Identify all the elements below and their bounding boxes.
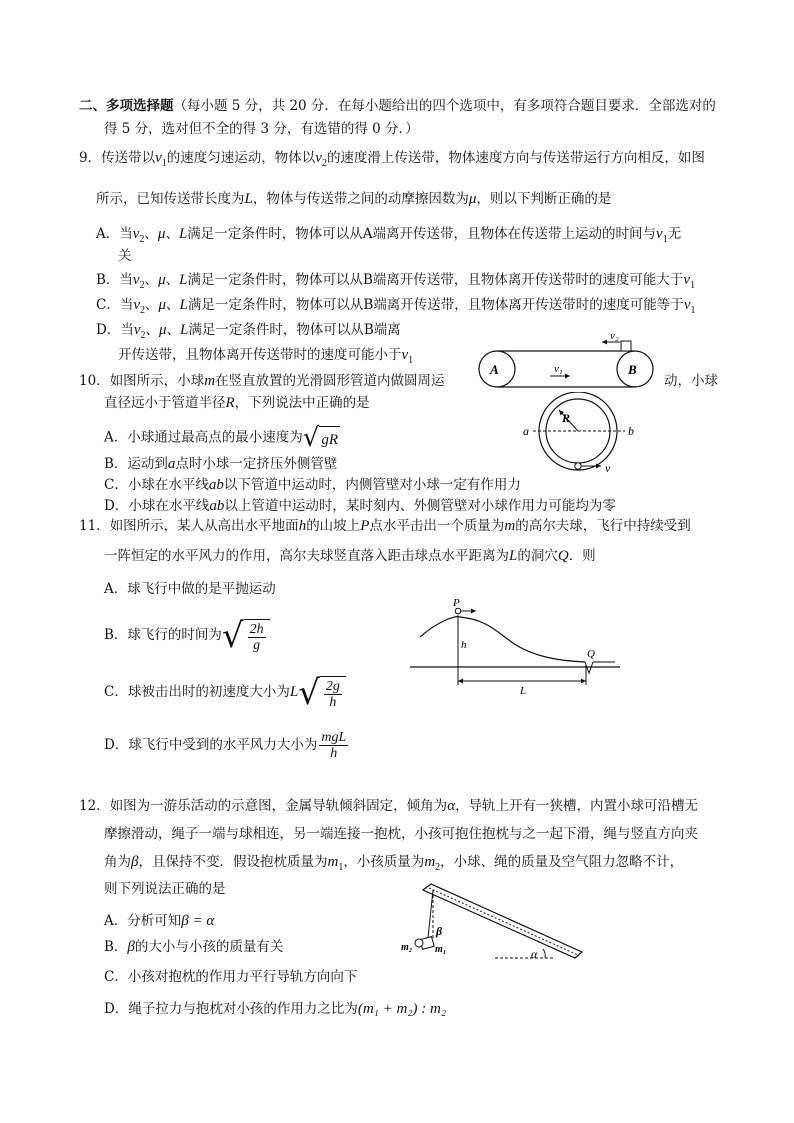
q12-stem-line1: 12．如图为一游乐活动的示意图，金属导轨倾斜固定，倾角为α，导轨上开有一狭槽，内置小球可沿槽无 <box>79 798 699 814</box>
section-header <box>79 97 716 115</box>
q10-stem-line2: 直径远小于管道半径R，下列说法中正确的是 <box>104 395 370 411</box>
label-belt-v2: v₂ <box>610 330 619 342</box>
q9-stem-line1: 9．传送带以$v_1$的速度匀速运动，物体以$v_2$的速度滑上传送带，物体速度方向与传送带运行方向相反，如图 <box>79 150 705 169</box>
q11-option-b[interactable]: B．球飞行的时间为 √ $\frac{2h}{g}$ <box>104 615 270 656</box>
q10-stem-line1: 10．如图所示，小球m在竖直放置的光滑圆形管道内做圆周运 <box>79 373 445 389</box>
label-golf-q: Q <box>587 648 595 660</box>
q10-option-c[interactable]: C．小球在水平线ab以下管道中运动时，内侧管壁对小球一定有作用力 <box>104 477 521 493</box>
q12-option-a[interactable]: A．分析可知β = α <box>104 913 215 929</box>
section-title: 二、多项选择题 <box>79 98 174 114</box>
block <box>621 341 631 351</box>
label-rail-m2: m₂ <box>401 942 413 953</box>
q11-option-c[interactable]: C．球被击出时的初速度大小为L √ $\frac{2g}{h}$ <box>104 672 346 713</box>
label-belt-a: A <box>490 362 499 377</box>
q12-option-d[interactable]: D．绳子拉力与抱枕对小孩的作用力之比为(m₁ + m₂) : m₂ <box>104 1001 447 1017</box>
q12-option-b[interactable]: B．β的大小与小孩的质量有关 <box>104 939 284 955</box>
label-golf-h: h <box>461 639 467 651</box>
q9-stem-line2: 所示，已知传送带长度为L，物体与传送带之间的动摩擦因数为μ，则以下判断正确的是 <box>96 191 612 207</box>
section-desc: （每小题 5 分，共 20 分．在每小题给出的四个选项中，有多项符合题目要求．全部选对的 <box>173 98 716 114</box>
q12-option-c[interactable]: C．小孩对抱枕的作用力平行导轨方向向下 <box>104 969 358 985</box>
section-desc-2: 得 5 分，选对但不全的得 3 分，有选错的得 0 分．） <box>104 121 419 137</box>
label-belt-b: B <box>628 362 637 377</box>
q9-option-c[interactable]: C．当$v_2$、μ、L满足一定条件时，物体可以从B端离开传送带，且物体离开传送带时的速度可能等于$v_1$ <box>96 297 696 316</box>
q11-option-d[interactable]: D．球飞行中受到的水平风力大小为 $\frac{\text{mgL}}{h}$ <box>104 730 347 761</box>
circular-tube-figure <box>515 392 650 482</box>
q11-option-a[interactable]: A．球飞行中做的是平抛运动 <box>104 581 276 597</box>
q12-stem-line2: 摩擦滑动，绳子一端与球相连，另一端连接一抱枕，小孩可抱住抱枕与之一起下滑，绳与竖直方向夹 <box>104 826 698 842</box>
inclined-rail-figure <box>395 878 585 973</box>
q10-option-d[interactable]: D．小球在水平线ab以上管道中运动时，某时刻内、外侧管壁对小球作用力可能均为零 <box>104 498 616 514</box>
label-rail-beta: β <box>436 924 443 938</box>
q11-stem-line1: 11．如图所示，某人从高出水平地面h的山坡上P点水平击出一个质量为m的高尔夫球，飞行中持续受到 <box>79 518 691 534</box>
label-golf-l: L <box>520 685 527 697</box>
label-circle-r: R <box>562 411 571 425</box>
q11-stem-line2: 一阵恒定的水平风力的作用，高尔夫球竖直落入距击球点水平距离为L的洞穴Q．则 <box>104 548 596 564</box>
q9-option-a-2: 关 <box>118 248 132 264</box>
label-golf-p: P <box>453 597 460 609</box>
conveyor-belt-figure <box>470 330 670 400</box>
label-rail-alpha: α <box>531 947 538 961</box>
q12-stem-line4: 则下列说法正确的是 <box>104 881 226 897</box>
label-circle-a: a <box>523 424 529 438</box>
q10-option-a[interactable]: A．小球通过最高点的最小速度为 √ gR <box>104 423 338 453</box>
label-circle-b: b <box>628 424 634 438</box>
label-circle-v: v <box>605 461 611 475</box>
label-belt-v1: v₁ <box>554 363 563 375</box>
q10-option-b[interactable]: B．运动到a点时小球一定挤压外侧管壁 <box>104 456 338 472</box>
q10-stem-line1-end: 动，小球 <box>664 373 718 389</box>
q12-stem-line3: 角为β，且保持不变．假设抱枕质量为$m_1$，小孩质量为$m_2$，小球、绳的质量及空气阻力忽略不计， <box>104 854 684 873</box>
q9-option-b[interactable]: B．当$v_2$、μ、L满足一定条件时，物体可以从B端离开传送带，且物体离开传送带时的速度可能大于$v_1$ <box>96 272 696 291</box>
q9-option-d-2: 开传送带，且物体离开传送带时的速度可能小于$v_1$ <box>118 347 414 366</box>
golf-hill-figure <box>410 595 625 700</box>
q9-option-a[interactable]: A．当$v_2$、μ、L满足一定条件时，物体可以从A端离开传送带，且物体在传送带上运动的时间与$v_1$无 <box>96 226 682 245</box>
q9-option-d[interactable]: D．当$v_2$、μ、L满足一定条件时，物体可以从B端离 <box>96 322 401 341</box>
label-rail-m1: m₁ <box>435 944 447 955</box>
